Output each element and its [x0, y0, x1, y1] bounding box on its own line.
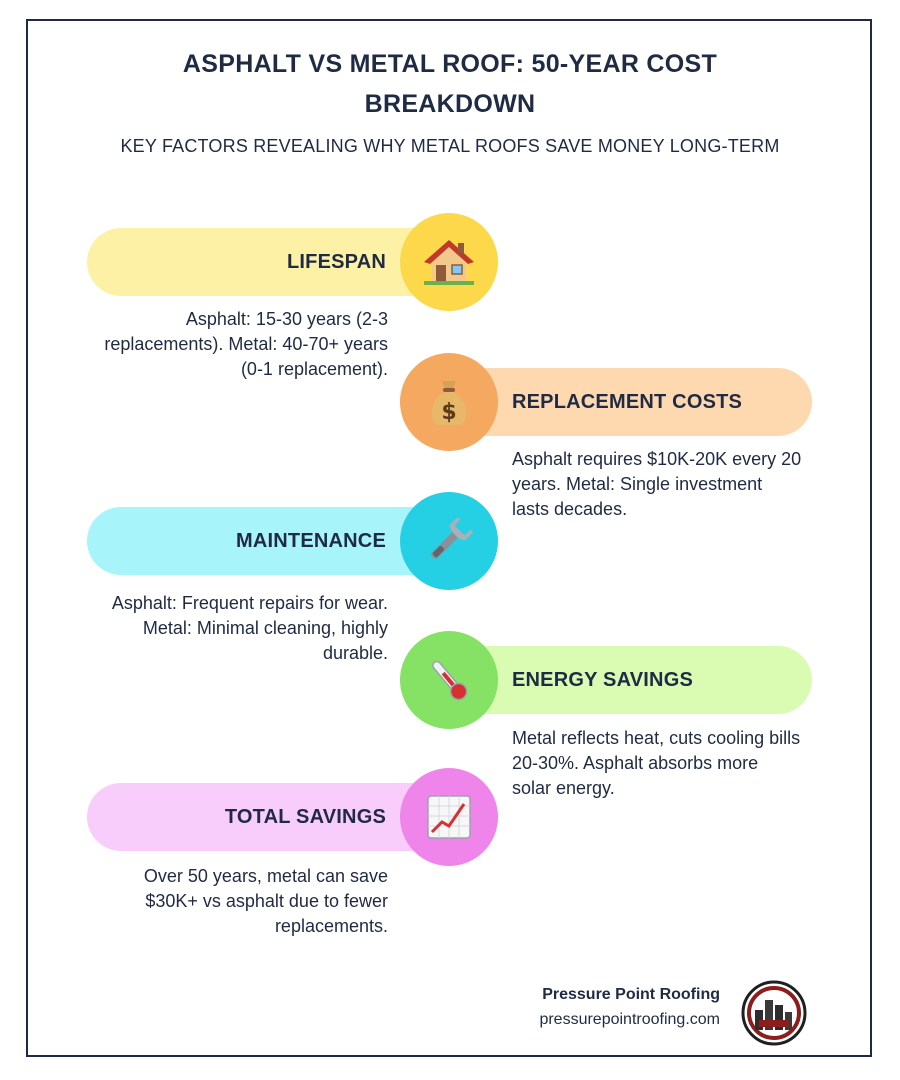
page-subtitle: KEY FACTORS REVEALING WHY METAL ROOFS SAVE MONEY LONG-TERM — [120, 136, 780, 156]
factor-description: Asphalt requires $10K-20K every 20 years. Metal: Single investment lasts decades. — [512, 449, 802, 519]
factor-replacement-costs — [400, 368, 812, 436]
factor-lifespan — [87, 228, 498, 296]
money-bag-icon — [400, 353, 498, 451]
factor-energy-savings — [400, 646, 812, 714]
house-icon — [400, 213, 498, 311]
factor-description: Metal reflects heat, cuts cooling bills 20-30%. Asphalt absorbs more solar energy. — [512, 728, 801, 798]
company-url[interactable]: pressurepointroofing.com — [539, 1011, 720, 1028]
svg-text:$: $ — [441, 400, 457, 425]
wrench-icon — [400, 492, 498, 590]
company-name: Pressure Point Roofing — [542, 986, 720, 1003]
factor-label: REPLACEMENT COSTS — [512, 391, 743, 413]
factor-total-savings — [87, 783, 498, 851]
factor-description: Asphalt: Frequent repairs for wear. Metal: Minimal cleaning, highly durable. — [111, 593, 388, 663]
company-logo-icon — [741, 980, 807, 1046]
factor-description: Over 50 years, metal can save $30K+ vs asphalt due to fewer replacements. — [143, 866, 388, 936]
factor-label: MAINTENANCE — [236, 530, 386, 552]
page-title: ASPHALT VS METAL ROOF: 50-YEAR COST BREAKDOWN — [182, 50, 718, 118]
factor-description: Asphalt: 15-30 years (2-3 replacements). Metal: 40-70+ years (0-1 replacement). — [104, 309, 388, 379]
factor-label: LIFESPAN — [286, 251, 386, 273]
factor-label: TOTAL SAVINGS — [224, 806, 386, 828]
chart-increasing-icon — [400, 768, 498, 866]
thermometer-icon — [400, 631, 498, 729]
factor-label: ENERGY SAVINGS — [512, 669, 693, 691]
factor-maintenance — [87, 507, 498, 575]
